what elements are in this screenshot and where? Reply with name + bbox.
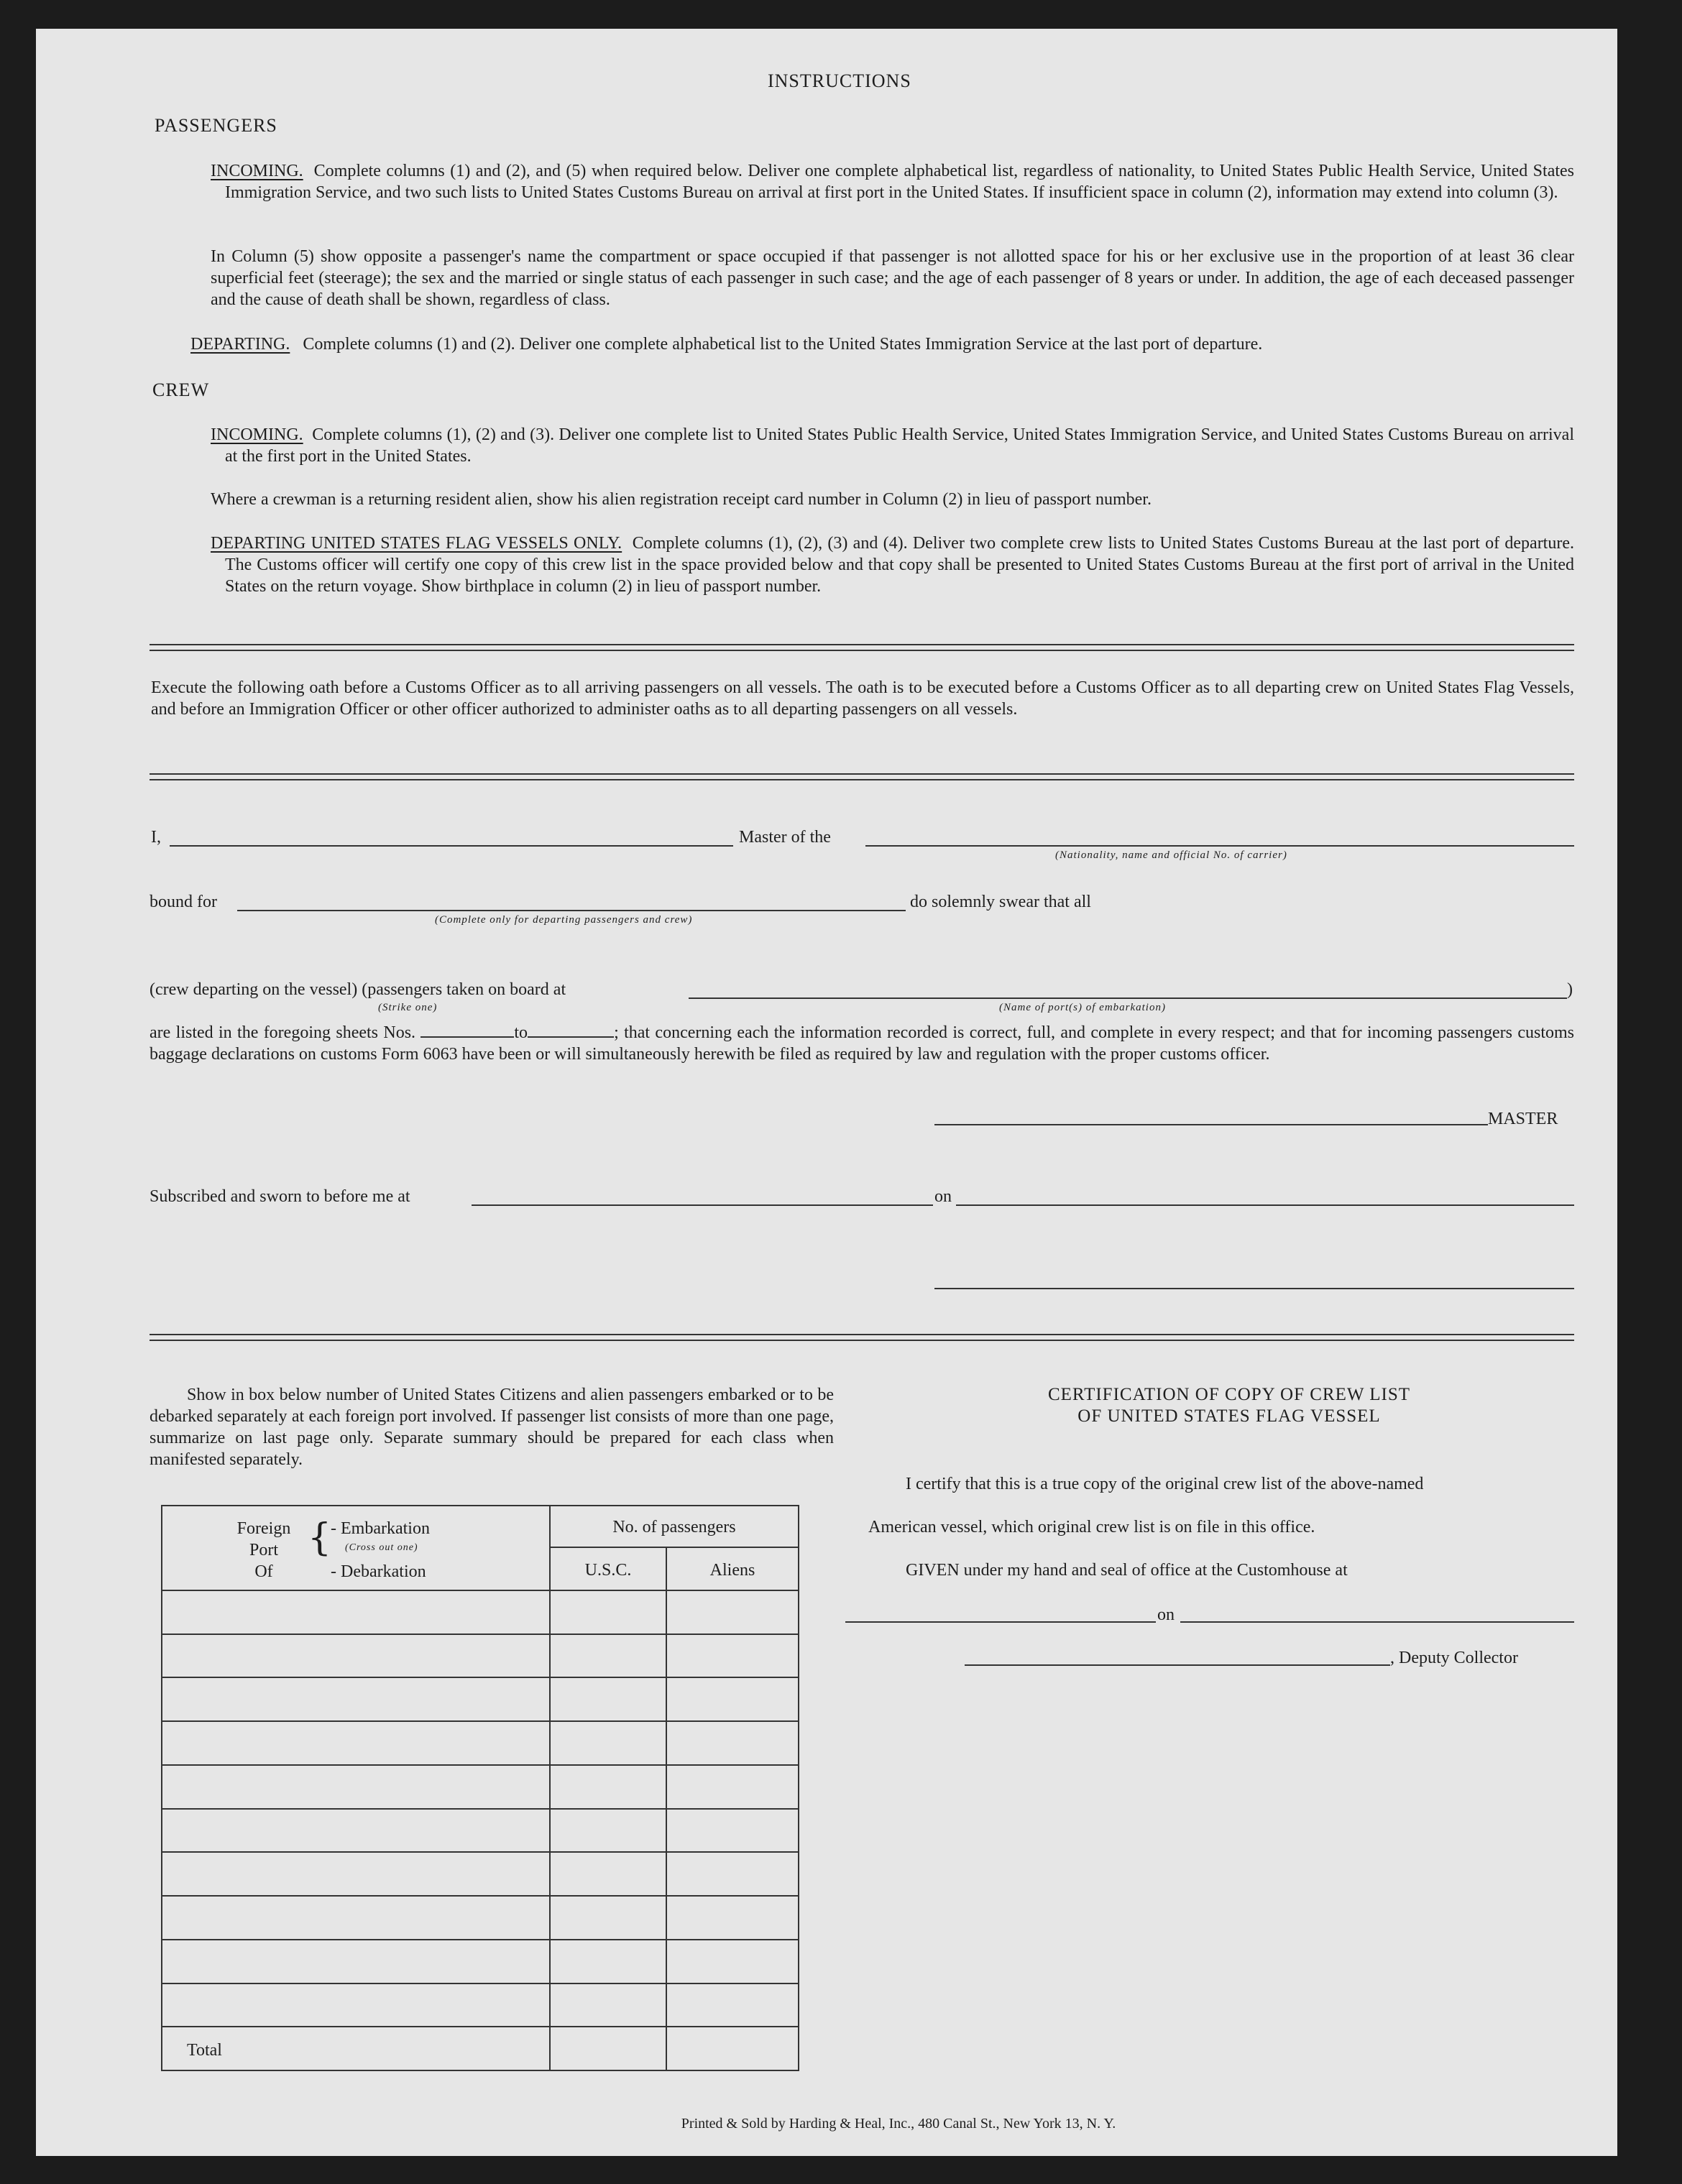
master-signature-line[interactable] <box>934 1124 1488 1125</box>
sheet-from-field[interactable] <box>420 1022 514 1038</box>
sworn-place-line[interactable] <box>472 1204 933 1206</box>
sworn-on-label: on <box>934 1187 952 1206</box>
no-of-passengers-label: No. of passengers <box>612 1518 736 1536</box>
instructions-title: INSTRUCTIONS <box>768 70 911 91</box>
passengers-incoming-text: Complete columns (1) and (2), and (5) when required below. Deliver one complete alphabetical list, regardless of nationality, to United States Public Health Service, United States Immigration Service, and two such lists to United States Customs Bureau on arrival at first port in the United States. If insufficient space in column (2), information may extend into column (3). <box>225 162 1575 202</box>
certify-line-3: GIVEN under my hand and seal of office at the Customhouse at <box>906 1561 1348 1580</box>
total-label: Total <box>187 2041 222 2060</box>
solemnly-text: do solemnly swear that all <box>910 893 1091 911</box>
usc-label: U.S.C. <box>584 1561 632 1580</box>
strike-one-caption: (Strike one) <box>378 1002 438 1013</box>
passengers-incoming-label: INCOMING. <box>211 162 303 180</box>
embarkation-caption: (Name of port(s) of embarkation) <box>999 1002 1166 1013</box>
bound-for-line[interactable] <box>237 910 906 911</box>
table-row[interactable] <box>161 1720 798 1722</box>
listed-rest: ; that concerning each the information recorded is correct, full, and complete in every respect; and that for incoming passengers customs baggage declarations on customs Form 6063 have been or will simultaneously herewith be filed as required by law and regulation with the proper customs officer. <box>150 1023 1574 1064</box>
i-label: I, <box>151 828 161 847</box>
bound-caption: (Complete only for departing passengers and crew) <box>435 914 693 926</box>
to-label: to <box>514 1023 528 1042</box>
summary-instructions: Show in box below number of United States Citizens and alien passengers embarked or to be debarked separately at each foreign port involved. If passenger list consists of more than one page, summarize on last page only. Separate summary should be prepared for each class when manifested separately. <box>150 1386 834 1469</box>
table-header-bottom <box>161 1590 798 1591</box>
table-row[interactable] <box>161 1808 798 1810</box>
sheet-to-field[interactable] <box>528 1022 614 1038</box>
deputy-collector-label: , Deputy Collector <box>1390 1649 1518 1667</box>
aliens-label: Aliens <box>709 1561 755 1580</box>
certify-line-1: I certify that this is a true copy of the original crew list of the above-named <box>906 1475 1424 1493</box>
brace-icon: { <box>308 1516 332 1559</box>
table-row[interactable] <box>161 1851 798 1853</box>
section-divider <box>150 644 1574 651</box>
crew-departing-text: (crew departing on the vessel) (passengers taken on board at <box>150 980 566 999</box>
listed-paragraph <box>150 1022 1574 1065</box>
table-row[interactable] <box>161 1939 798 1940</box>
carrier-caption: (Nationality, name and official No. of carrier) <box>1055 849 1287 861</box>
certify-line-2: American vessel, which original crew list is on file in this office. <box>868 1518 1315 1536</box>
oath-intro: Execute the following oath before a Customs Officer as to all arriving passengers on all vessels. The oath is to be executed before a Customs Officer as to all departing crew on United States Flag Vessels, and before an Immigration Officer or other officer authorized to administer oaths as to all departing passengers on all vessels. <box>151 678 1574 719</box>
table-row[interactable] <box>161 1764 798 1766</box>
close-paren: ) <box>1567 980 1573 999</box>
table-row[interactable] <box>161 2026 798 2027</box>
crew-heading: CREW <box>152 379 210 400</box>
embarkation-label: - Embarkation <box>331 1519 430 1538</box>
section-divider <box>150 773 1574 780</box>
listed-prefix: are listed in the foregoing sheets Nos. <box>150 1023 416 1042</box>
passengers-departing-label: DEPARTING. <box>190 335 290 354</box>
master-of-label: Master of the <box>739 828 831 847</box>
crew-resident-text: Where a crewman is a returning resident alien, show his alien registration receipt card number in Column (2) in lieu of passport number. <box>211 490 1152 509</box>
passengers-incoming-paragraph <box>211 160 1574 203</box>
passengers-column5-text: In Column (5) show opposite a passenger's name the compartment or space occupied if that passenger is not allotted space for his or her exclusive use in the proportion of at least 36 clear superficial feet (steerage); the sex and the married or single status of each passenger in such case; and the age of each passenger of 8 years or under. In addition, the age of each deceased passenger and the cause of death shall be shown, regardless of class. <box>211 247 1574 309</box>
master-name-line[interactable] <box>170 845 733 847</box>
section-divider <box>150 1334 1574 1341</box>
certification-title-1: CERTIFICATION OF COPY OF CREW LIST <box>1047 1385 1411 1404</box>
deputy-signature-line[interactable] <box>965 1664 1390 1666</box>
certification-title-2: OF UNITED STATES FLAG VESSEL <box>1077 1406 1381 1426</box>
officer-signature-line[interactable] <box>934 1288 1574 1289</box>
bound-for-label: bound for <box>150 893 217 911</box>
crew-departing-label: DEPARTING UNITED STATES FLAG VESSELS ONLY. <box>211 534 622 553</box>
subscribed-label: Subscribed and sworn to before me at <box>150 1187 410 1206</box>
passengers-departing-text: Complete columns (1) and (2). Deliver one complete alphabetical list to the United States Immigration Service at the last port of departure. <box>303 335 1263 354</box>
cert-date-line[interactable] <box>1180 1621 1574 1623</box>
master-label: MASTER <box>1488 1110 1558 1128</box>
crew-incoming-text: Complete columns (1), (2) and (3). Deliver one complete list to United States Public Health Service, United States Immigration Service, and United States Customs Bureau on arrival at the first port in the United States. <box>225 425 1574 466</box>
table-row[interactable] <box>161 1895 798 1897</box>
passengers-departing-paragraph <box>190 333 1262 355</box>
crew-departing-text: Complete columns (1), (2), (3) and (4). Deliver two complete crew lists to United States Customs Bureau at the last port of departure. The Customs officer will certify one copy of this crew list in the space provided below and that copy shall be presented to United States Customs Bureau at the first port of arrival in the United States on the return voyage. Show birthplace in column (2) in lieu of passport number. <box>225 534 1574 596</box>
sworn-date-line[interactable] <box>956 1204 1574 1206</box>
table-row[interactable] <box>161 1677 798 1678</box>
printer-footer: Printed & Sold by Harding & Heal, Inc., 480 Canal St., New York 13, N. Y. <box>681 2116 1116 2132</box>
cross-out-caption: (Cross out one) <box>345 1542 418 1553</box>
crew-departing-paragraph <box>211 533 1574 597</box>
port-label: Port <box>249 1541 278 1559</box>
crew-incoming-paragraph <box>211 424 1574 467</box>
cert-on-label: on <box>1157 1605 1175 1624</box>
foreign-label: Foreign <box>236 1519 291 1538</box>
table-row[interactable] <box>161 1983 798 1984</box>
debarkation-label: - Debarkation <box>331 1562 426 1581</box>
crew-incoming-label: INCOMING. <box>211 425 303 444</box>
carrier-line[interactable] <box>865 845 1574 847</box>
embarkation-port-line[interactable] <box>689 997 1567 999</box>
passengers-heading: PASSENGERS <box>155 115 277 136</box>
customhouse-line[interactable] <box>845 1621 1156 1623</box>
table-header-divider <box>549 1547 798 1548</box>
form-page <box>36 29 1617 2156</box>
table-row[interactable] <box>161 1634 798 1635</box>
of-label: Of <box>254 1562 273 1581</box>
